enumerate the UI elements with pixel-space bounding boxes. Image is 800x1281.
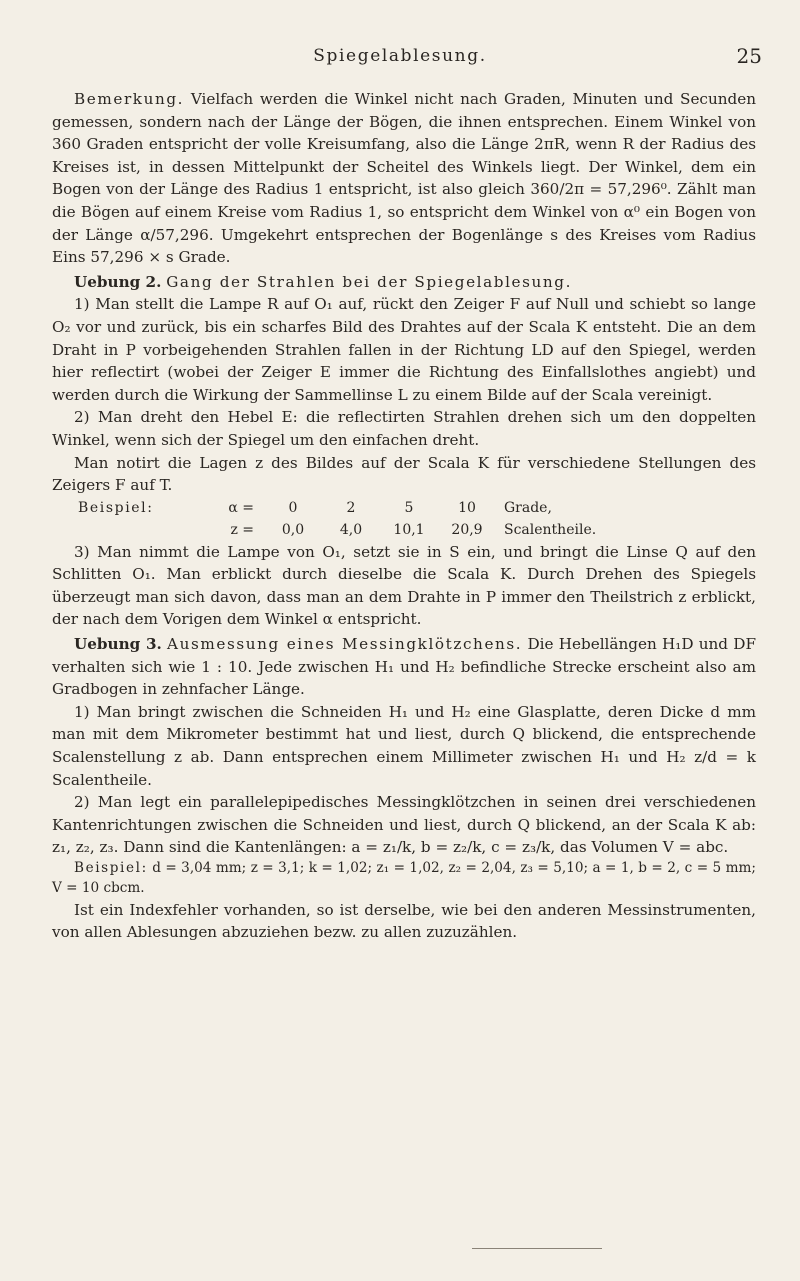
uebung2-paragraph-2: 2) Man dreht den Hebel E: die reflectirten Strahlen drehen sich um den doppelten Winkel, wenn sich der Spiegel um den einfachen dreht. (52, 408, 756, 449)
uebung2-title: Gang der Strahlen bei der Spiegelablesung. (166, 272, 573, 291)
alpha-value: 10 (458, 499, 476, 516)
page-header (0, 44, 800, 72)
uebung2-heading (52, 271, 756, 294)
uebung2-paragraph-3: Man notirt die Lagen z des Bildes auf der Scala K für verschiedene Stellungen des Zeigers F auf T. (52, 453, 756, 495)
uebung2-paragraph-4: 3) Man nimmt die Lampe von O₁, setzt sie in S ein, und bringt die Linse Q auf den Schlitten O₁. Man erblickt durch dieselbe die Scala K. Durch Drehen des Spiegels überzeugt man sich davon, dass man an dem Drahte in P immer den Theilstrich z erblickt, der nach dem Vorigen dem Winkel α entspricht. (52, 542, 756, 629)
page-rule (472, 1248, 602, 1249)
alpha-unit: Grade, (504, 499, 552, 516)
bemerkung-label: Bemerkung. (74, 90, 185, 108)
bemerkung-paragraph (52, 88, 756, 269)
uebung2-example (78, 497, 756, 541)
uebung3-example-text: d = 3,04 mm; z = 3,1; k = 1,02; z₁ = 1,02, z₂ = 2,04, z₃ = 5,10; a = 1, b = 2, c = 5 mm; V = 10 cbcm. (52, 860, 756, 896)
uebung3-title: Ausmessung eines Messingklötzchens. (167, 635, 523, 654)
z-value: 0,0 (281, 521, 305, 538)
uebung3-heading-paragraph (52, 633, 756, 701)
bemerkung-text: Vielfach werden die Winkel nicht nach Graden, Minuten und Secunden gemessen, sondern nach der Länge der Bögen, die ihnen entsprechen. Einem Winkel von 360 Graden entspricht der volle Kreisumfang, also die Länge 2πR, wenn R der Radius des Kreises ist, in dessen Mittelpunkt der Scheitel des Winkels liegt. Der Winkel, dem ein Bogen von der Länge des Radius 1 entspricht, ist also gleich 360/2π = 57,296⁰. Zählt man die Bögen auf einem Kreise vom Radius 1, so entspricht dem Winkel von α⁰ ein Bogen von der Länge α/57,296. Umgekehrt entsprechen der Bogenlänge s des Kreises vom Radius Eins 57,296 × s Grade. (52, 90, 756, 267)
running-head: Spiegelablesung. (313, 46, 487, 66)
example-row-alpha (78, 497, 756, 519)
uebung3-example (52, 859, 756, 899)
page-number: 25 (736, 44, 762, 68)
z-unit: Scalentheile. (504, 521, 597, 538)
uebung3-intro: Die Hebellängen H₁D und DF verhalten sich wie 1 : 10. Jede zwischen H₁ und H₂ befindliche Strecke erscheint also am Gradbogen in zehnfacher Länge. (52, 635, 756, 699)
example-label: Beispiel: (78, 499, 154, 516)
alpha-value: 2 (346, 499, 356, 516)
z-symbol: z = (230, 521, 254, 538)
uebung2-paragraph-1: 1) Man stellt die Lampe R auf O₁ auf, rückt den Zeiger F auf Null und schiebt so lange O₂ vor und zurück, bis ein scharfes Bild des Drahtes auf der Scala K entsteht. Die an dem Draht in P vorbeigehenden Strahlen fallen in der Richtung LD auf den Spiegel, werden hier reflectirt (wobei der Zeiger E immer die Richtung des Einfallslothes angiebt) und werden durch die Wirkung der Sammellinse L zu einem Bilde auf der Scala vereinigt. (52, 295, 756, 404)
page-body (52, 88, 756, 944)
uebung3-label: Uebung 3. (74, 635, 162, 654)
alpha-value: 0 (288, 499, 298, 516)
alpha-value: 5 (404, 499, 414, 516)
uebung2-label: Uebung 2. (74, 272, 162, 291)
z-value: 10,1 (393, 521, 425, 538)
example-row-z (78, 519, 756, 541)
z-value: 4,0 (339, 521, 363, 538)
z-value: 20,9 (451, 521, 483, 538)
uebung3-paragraph-2: 2) Man legt ein parallelepipedisches Messingklötzchen in seinen drei verschiedenen Kantenrichtungen zwischen die Schneiden und liest, durch Q blickend, an der Scala K ab: z₁, z₂, z₃. Dann sind die Kantenlängen: a = z₁/k, b = z₂/k, c = z₃/k, das Volumen V = abc. (52, 793, 756, 857)
uebung3-example-label: Beispiel: (74, 860, 148, 876)
uebung3-paragraph-3: Ist ein Indexfehler vorhanden, so ist derselbe, wie bei den anderen Messinstrumenten, von allen Ablesungen abzuziehen bezw. zu allen zuzuzählen. (52, 900, 756, 942)
uebung3-paragraph-1: 1) Man bringt zwischen die Schneiden H₁ und H₂ eine Glasplatte, deren Dicke d mm man mit dem Mikrometer bestimmt hat und liest, durch Q blickend, die entsprechende Scalenstellung z ab. Dann entsprechen einem Millimeter zwischen H₁ und H₂ z/d = k Scalentheile. (52, 702, 756, 789)
alpha-symbol: α = (228, 499, 254, 516)
